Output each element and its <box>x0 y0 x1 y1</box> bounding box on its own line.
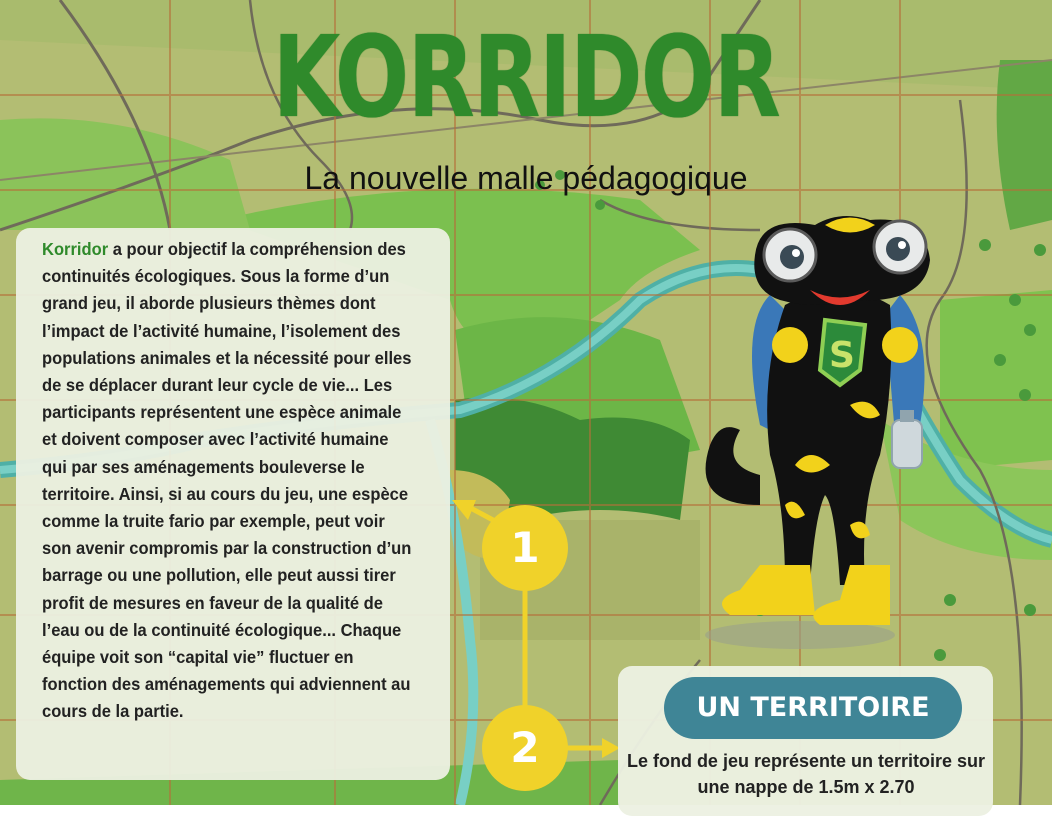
page-subtitle: La nouvelle malle pédagogique <box>304 160 748 196</box>
intro-panel <box>16 228 450 780</box>
territoire-description: Le fond de jeu représente un territoire sur une nappe de 1.5m x 2.70 <box>626 751 986 797</box>
step-1-badge <box>482 505 568 591</box>
salamander-mascot-icon <box>700 205 950 655</box>
intro-paragraph <box>42 236 414 726</box>
svg-text:S: S <box>829 335 855 376</box>
step-2-badge <box>482 705 568 791</box>
intro-highlight: Korridor <box>42 239 109 259</box>
page-title: KORRIDOR <box>272 13 780 143</box>
step-2-number: 2 <box>510 723 540 772</box>
intro-text: a pour objectif la compréhension des continuités écologiques. Sous la forme d’un grand jeu, il aborde plusieurs thèmes dont l’impact de l’activité humaine, l’isolement des populations animales et la nécessité pour elles de se déplacer durant leur cycle de vie... Les participants représentent une espèce animale et doivent composer avec l’activité humaine qui par ses aménagements bouleverse le territoire. Ainsi, si au cours du jeu, une espèce comme la truite fario par exemple, peut voir son avenir compromis par la construction d’un barrage ou une pollution, elle peut aussi tirer profit de mesures en faveur de la qualité de l’eau ou de la continuité écologique... Chaque équipe voit son “capital vie” fluctuer en fonction des aménagements qui adviennent au cours de la partie. <box>42 239 412 722</box>
step-1-number: 1 <box>510 523 540 572</box>
territoire-heading: UN TERRITOIRE <box>664 677 962 739</box>
